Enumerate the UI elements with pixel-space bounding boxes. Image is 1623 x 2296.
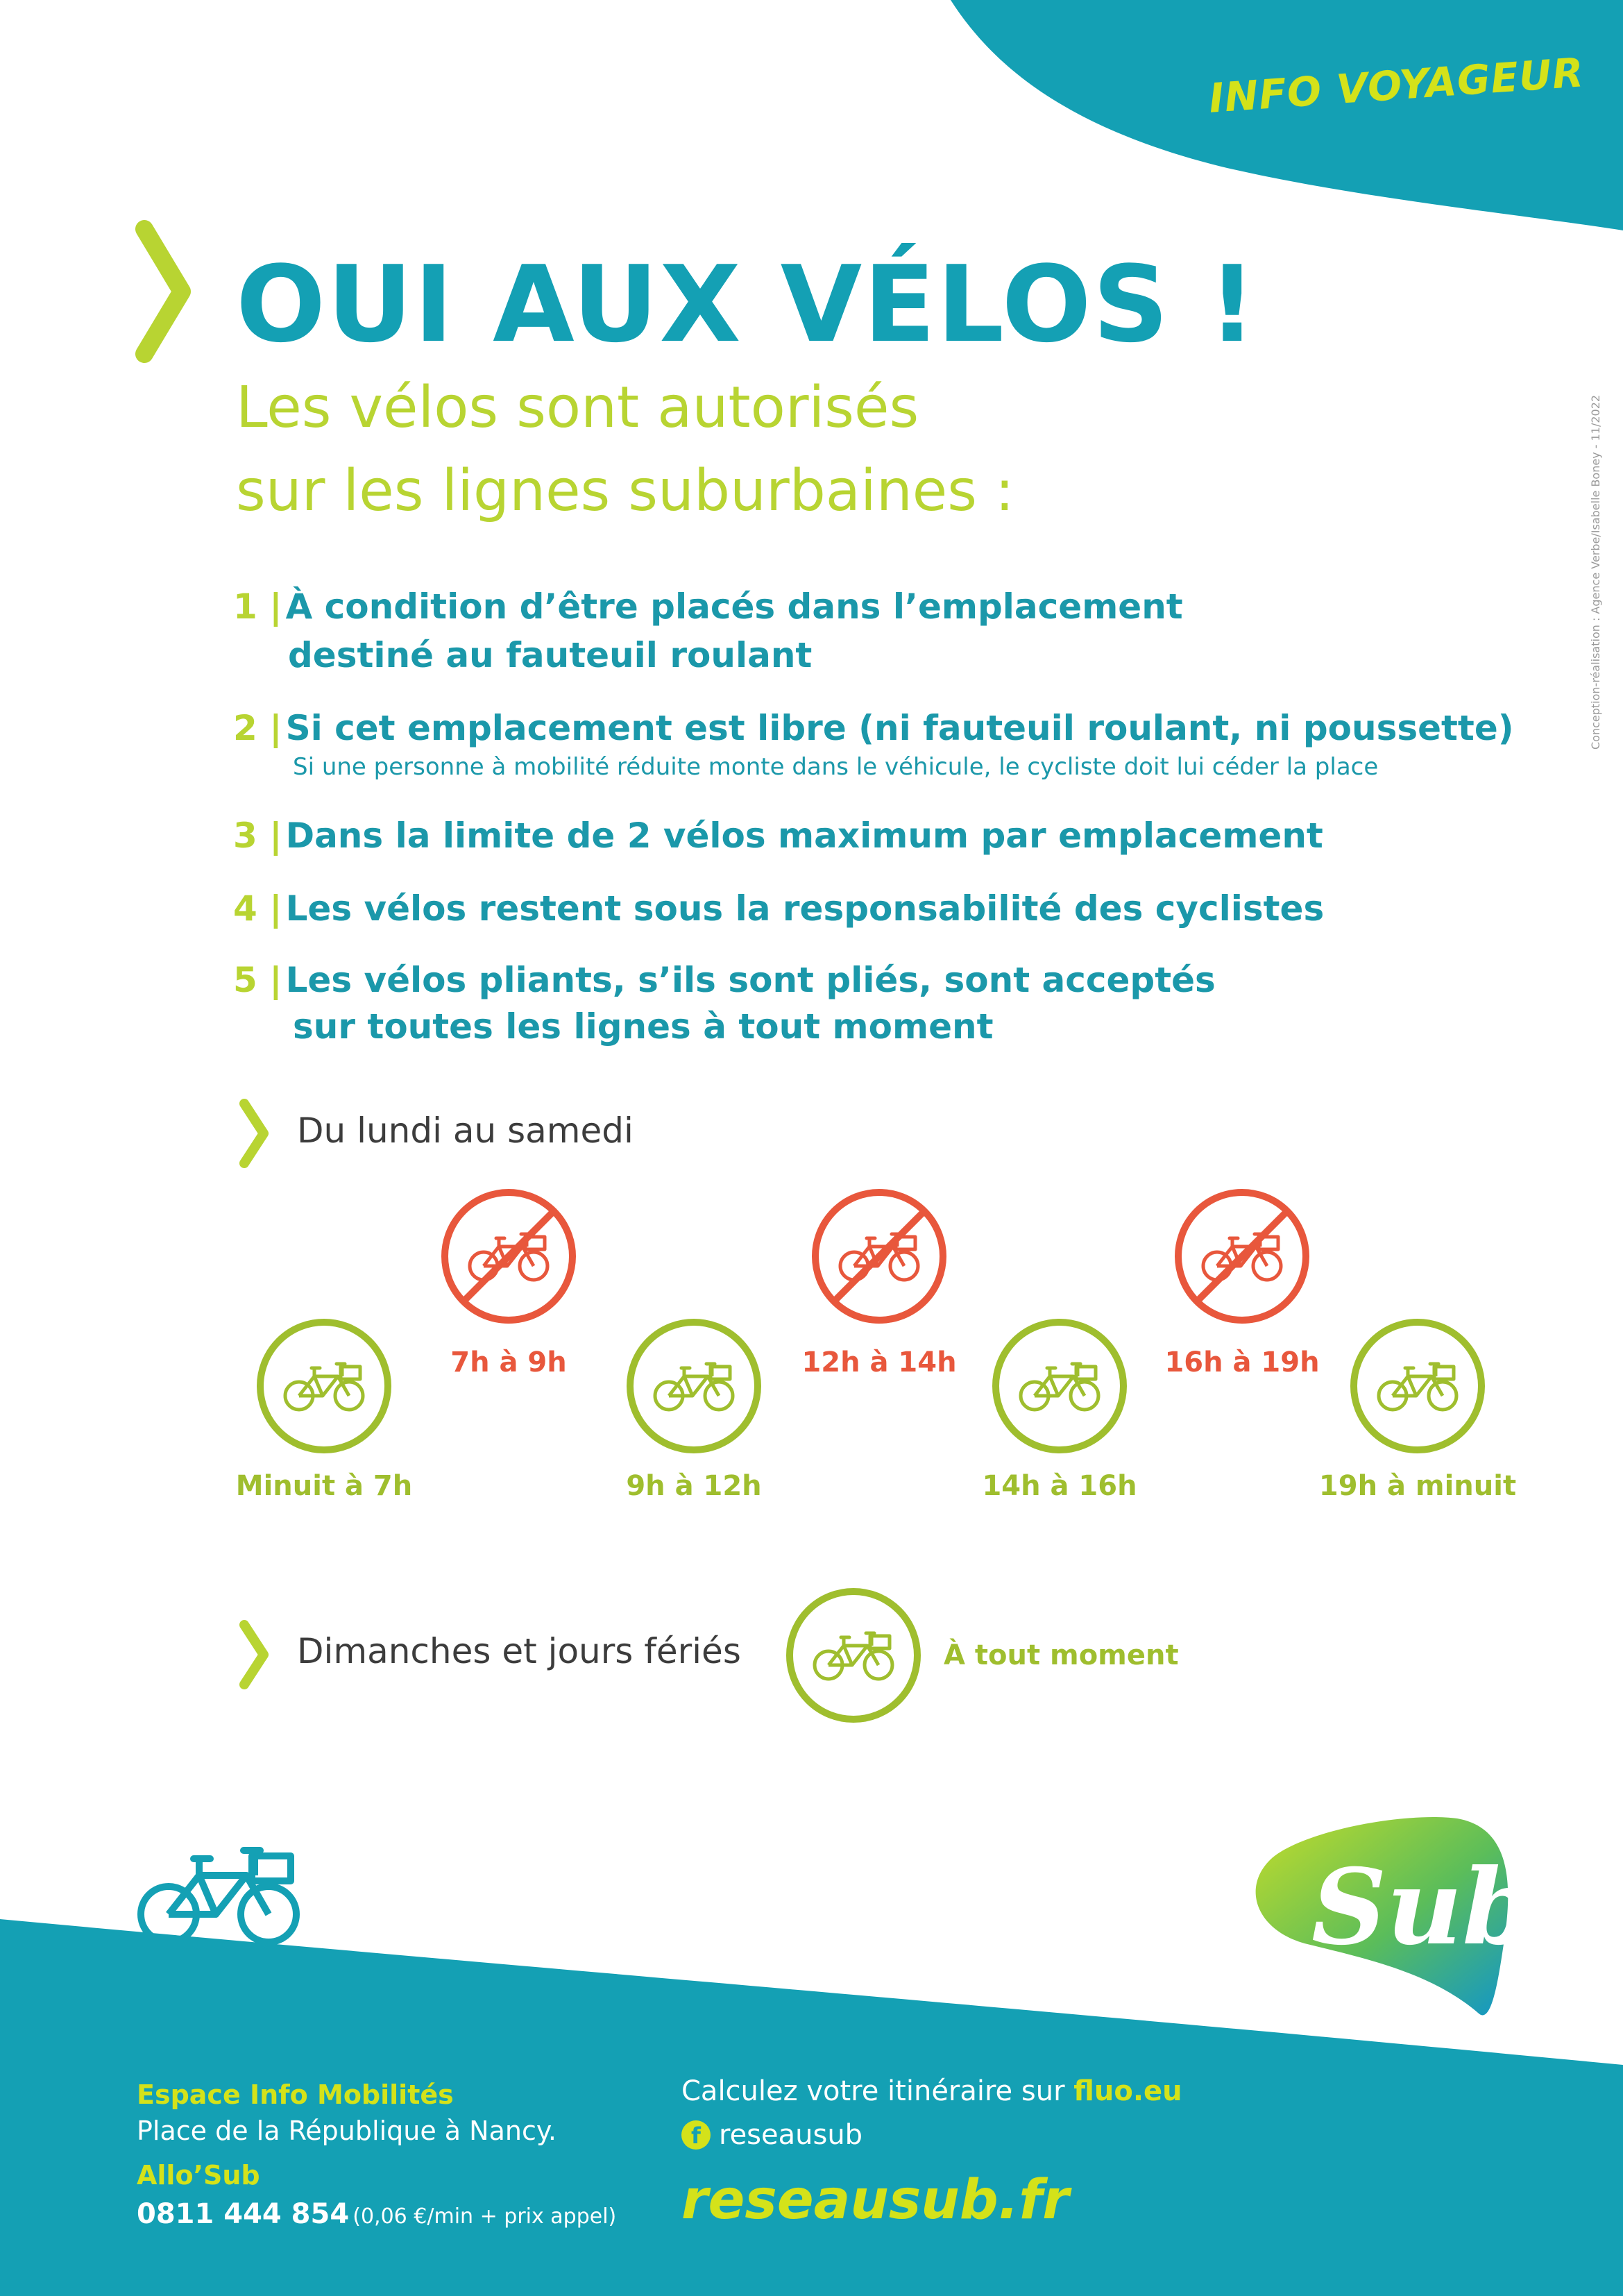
weekdays-chevron-icon bbox=[244, 1104, 264, 1163]
office-title: Espace Info Mobilités bbox=[137, 2079, 454, 2110]
weekdays-label: Du lundi au samedi bbox=[297, 1111, 634, 1151]
sunday-slot-label: À tout moment bbox=[944, 1639, 1179, 1671]
page-title: OUI AUX VÉLOS ! bbox=[236, 243, 1258, 366]
rule-text: Dans la limite de 2 vélos maximum par emplacement bbox=[285, 816, 1323, 856]
time-slot-label: 19h à minuit bbox=[1318, 1470, 1517, 1502]
subtitle-line-1: Les vélos sont autorisés bbox=[236, 375, 919, 441]
sundays-chevron-icon bbox=[244, 1625, 264, 1685]
time-slot-label: 7h à 9h bbox=[450, 1347, 567, 1378]
sub-logo-text: Sub bbox=[1311, 1846, 1536, 1968]
time-slot-label: 9h à 12h bbox=[626, 1470, 762, 1502]
phone-title: Allo’Sub bbox=[137, 2160, 260, 2191]
bike-illustration-icon bbox=[135, 1836, 302, 1954]
bike-allowed-icon bbox=[255, 1317, 393, 1455]
rule-text: À condition d’être placés dans l’emplacement bbox=[285, 586, 1183, 627]
rule-1 bbox=[233, 586, 1183, 627]
rule-number: 4 | bbox=[233, 888, 282, 929]
itinerary-prefix: Calculez votre itinéraire sur bbox=[681, 2075, 1074, 2107]
info-voyageur-tag: INFO VOYAGEUR bbox=[1207, 49, 1586, 122]
fluo-link[interactable]: fluo.eu bbox=[1073, 2075, 1182, 2107]
rule-text: Si cet emplacement est libre (ni fauteuil roulant, ni poussette) bbox=[285, 708, 1514, 748]
phone-number[interactable]: 0811 444 854 bbox=[137, 2198, 350, 2230]
rule-text: sur toutes les lignes à tout moment bbox=[293, 1006, 994, 1047]
rule-4 bbox=[233, 888, 1324, 929]
rule-text: Les vélos restent sous la responsabilité des cyclistes bbox=[285, 888, 1325, 929]
title-chevron-icon bbox=[144, 229, 182, 354]
bike-allowed-icon bbox=[990, 1317, 1129, 1455]
itinerary-line bbox=[681, 2075, 1182, 2107]
rule-text: destiné au fauteuil roulant bbox=[288, 635, 813, 675]
rule-2 bbox=[233, 708, 1514, 748]
office-address: Place de la République à Nancy. bbox=[137, 2116, 556, 2146]
bike-forbidden-icon bbox=[810, 1187, 949, 1326]
time-slot-label: 14h à 16h bbox=[982, 1470, 1137, 1502]
bike-forbidden-icon bbox=[439, 1187, 578, 1326]
rule-2-note bbox=[293, 753, 1378, 781]
rule-text: Les vélos pliants, s’ils sont pliés, sont acceptés bbox=[285, 960, 1216, 1000]
website-link[interactable]: reseausub.fr bbox=[681, 2169, 1069, 2231]
phone-price: (0,06 €/min + prix appel) bbox=[352, 2204, 617, 2229]
facebook-handle: reseausub bbox=[719, 2119, 863, 2151]
rule-5-continued bbox=[293, 1006, 993, 1047]
credit-line: Conception-réalisation : Agence Verbe/Isabelle Boney - 11/2022 bbox=[1589, 394, 1602, 750]
bike-allowed-icon bbox=[624, 1317, 763, 1455]
rule-number: 2 | bbox=[233, 708, 282, 748]
rule-number: 1 | bbox=[233, 586, 282, 627]
bike-allowed-icon bbox=[1348, 1317, 1487, 1455]
rule-5 bbox=[233, 960, 1216, 1000]
rule-number: 3 | bbox=[233, 816, 282, 856]
rule-number: 5 | bbox=[233, 960, 282, 1000]
sundays-label: Dimanches et jours fériés bbox=[297, 1631, 741, 1671]
time-slot-label: 12h à 14h bbox=[801, 1347, 957, 1378]
facebook-icon: f bbox=[681, 2120, 711, 2150]
time-slot-label: 16h à 19h bbox=[1164, 1347, 1320, 1378]
facebook-line[interactable] bbox=[681, 2119, 863, 2151]
sunday-bike-allowed-icon bbox=[784, 1586, 923, 1725]
subtitle-line-2: sur les lignes suburbaines : bbox=[236, 458, 1014, 524]
bike-forbidden-icon bbox=[1173, 1187, 1311, 1326]
rule-1-continued bbox=[288, 635, 812, 675]
phone-line bbox=[137, 2198, 616, 2230]
rule-3 bbox=[233, 816, 1323, 856]
time-slot-label: Minuit à 7h bbox=[235, 1470, 413, 1502]
rule-note: Si une personne à mobilité réduite monte dans le véhicule, le cycliste doit lui céder la place bbox=[293, 753, 1379, 781]
